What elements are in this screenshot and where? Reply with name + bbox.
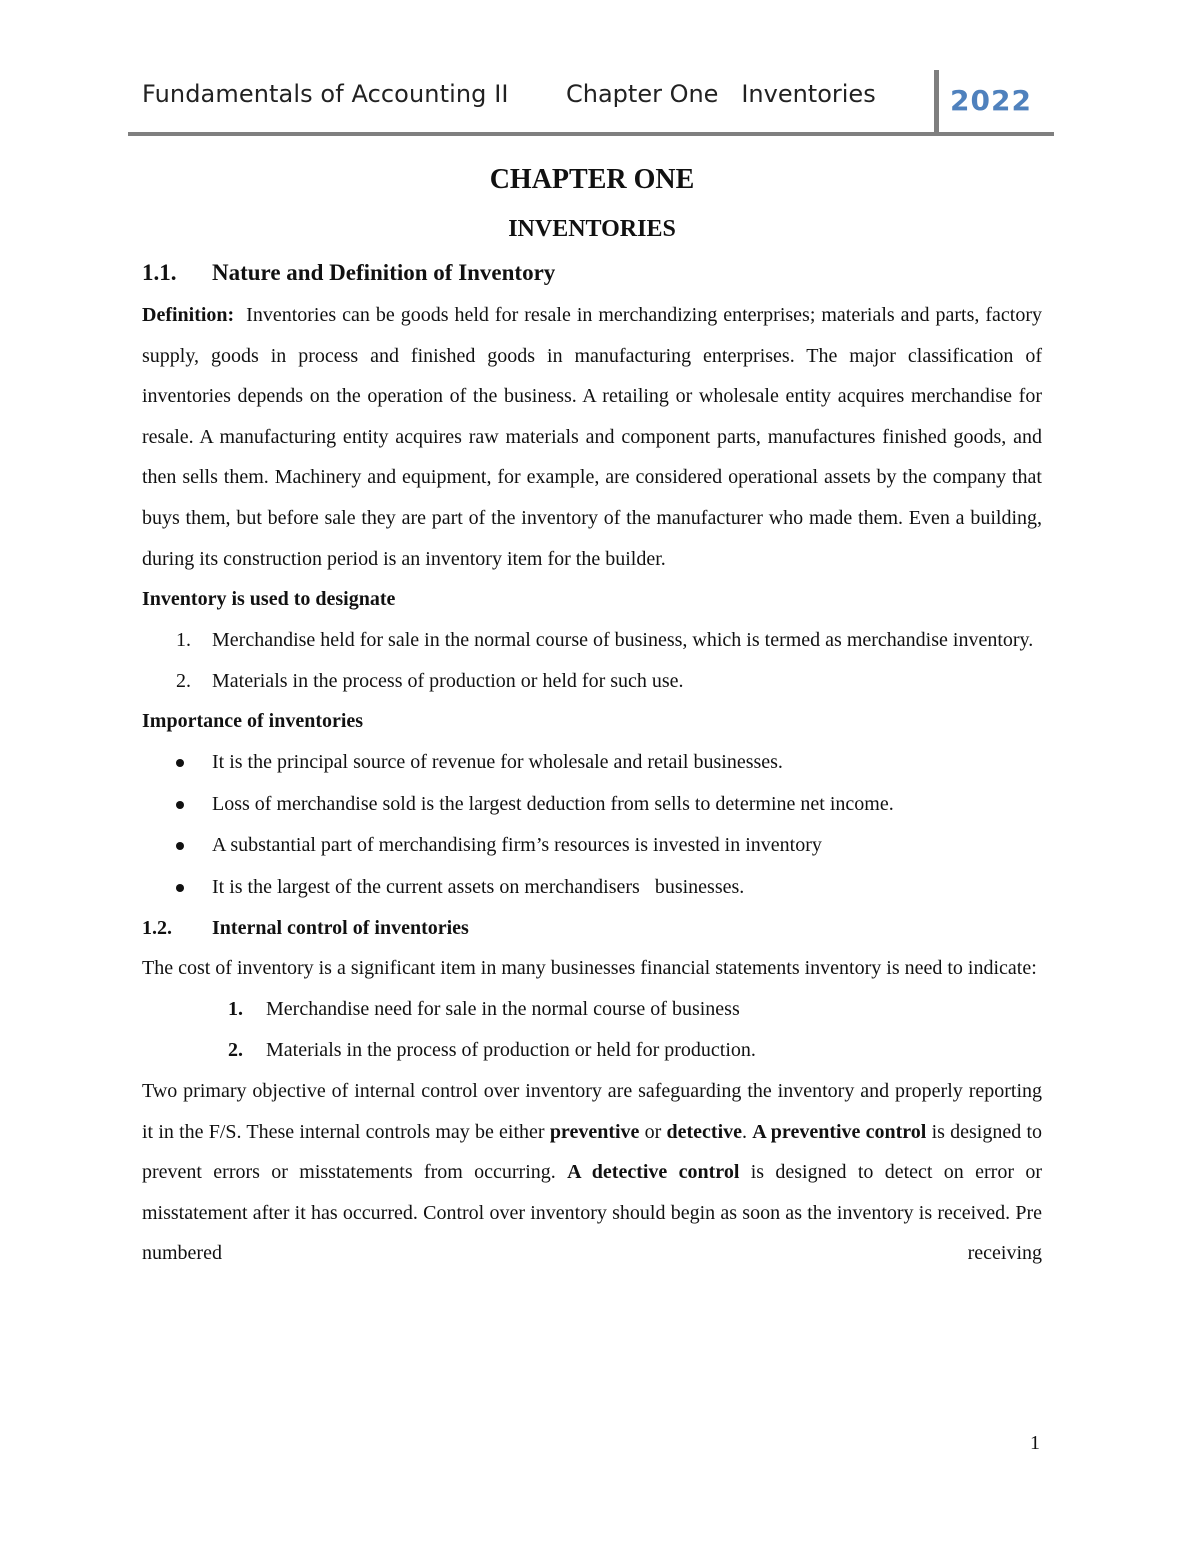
control-bold-term: detective — [666, 1120, 743, 1143]
header-year: 2022 — [950, 84, 1032, 117]
chapter-subtitle: INVENTORIES — [508, 216, 676, 242]
list-marker: 2. — [176, 669, 191, 692]
page-body — [142, 160, 1047, 1274]
list-item — [142, 661, 1042, 702]
section-title: Nature and Definition of Inventory — [212, 260, 556, 285]
section-number: 1.1. — [142, 260, 177, 285]
list-item — [142, 620, 1042, 661]
importance-list — [142, 742, 1042, 908]
bullet-icon — [176, 759, 184, 767]
list-item — [142, 742, 1042, 784]
list-item-text: Materials in the process of production or held for such use. — [212, 669, 684, 692]
bullet-icon — [176, 884, 184, 892]
designate-list — [142, 620, 1042, 701]
list-item-text: It is the largest of the current assets on merchandisers businesses. — [212, 875, 745, 898]
section-heading-1-1 — [142, 257, 1042, 289]
list-item — [142, 1030, 1042, 1071]
list-item — [142, 825, 1042, 867]
definition-label: Definition: — [142, 304, 235, 326]
page-number: 1 — [1030, 1432, 1040, 1454]
definition-paragraph — [142, 295, 1047, 579]
page-header — [128, 70, 1054, 136]
list-item-text: Loss of merchandise sold is the largest deduction from sells to determine net income. — [212, 792, 894, 815]
designate-heading: Inventory is used to designate — [142, 588, 396, 611]
control-bold-term: preventive — [549, 1120, 640, 1143]
definition-text: Inventories can be goods held for resale in merchandizing enterprises; materials and parts, factory supply, goods in process and finished goods in manufacturing enterprises. The major classification of inventories depends on the operation of the business. A retailing or wholesale entity acquires merchandise for resale. A manufacturing entity acquires raw materials and component parts, manufactures finished goods, and then sells them. Machinery and equipment, for example, are considered operational assets by the company that buys them, but before sale they are part of the inventory of the manufacturer who made them. Even a building, during its construction period is an inventory item for the builder. — [142, 304, 1047, 570]
list-item — [142, 867, 1042, 909]
control-paragraph — [142, 1071, 1042, 1274]
list-item-text: Merchandise need for sale in the normal course of business — [266, 997, 740, 1020]
section-number: 1.2. — [142, 917, 172, 940]
list-marker: 1. — [176, 629, 191, 652]
control-text: Two primary objective of internal control over inventory are safeguarding the inventory and properly reporting it in the F/S. These internal controls may be either — [142, 1079, 1042, 1143]
section-title: Internal control of inventories — [212, 917, 469, 940]
list-marker: 2. — [228, 1038, 243, 1061]
header-rule — [128, 132, 1054, 136]
list-item-text: Materials in the process of production or held for production. — [266, 1038, 756, 1061]
control-text: is designed to prevent errors or misstatements from occurring. — [142, 1120, 1043, 1184]
list-marker: 1. — [228, 997, 243, 1020]
header-chapter-title: Chapter One Inventories — [566, 80, 876, 108]
control-text: is designed to detect on error or misstatement after it has occurred. Control over inventory should begin as soon as the inventory is received. Pre numbered receiving — [142, 1161, 1042, 1265]
bullet-icon — [176, 801, 184, 809]
chapter-title: CHAPTER ONE — [489, 164, 695, 195]
control-text: . — [742, 1120, 753, 1143]
header-divider — [934, 70, 939, 132]
control-bold-term: A preventive control — [752, 1120, 927, 1143]
list-item — [142, 989, 1042, 1030]
header-course-title: Fundamentals of Accounting II — [142, 80, 509, 108]
section-heading-1-2 — [142, 908, 1042, 948]
control-list — [142, 989, 1042, 1071]
list-item-text: Merchandise held for sale in the normal course of business, which is termed as merchandise inventory. — [212, 629, 1034, 652]
list-item-text: A substantial part of merchandising firm’s resources is invested in inventory — [212, 834, 822, 857]
control-text: or — [639, 1120, 667, 1143]
control-bold-term: A detective control — [567, 1161, 740, 1184]
control-intro-paragraph: The cost of inventory is a significant item in many businesses financial statements inventory is need to indicate: — [142, 957, 1037, 980]
bullet-icon — [176, 842, 184, 850]
list-item-text: It is the principal source of revenue for wholesale and retail businesses. — [212, 751, 783, 774]
importance-heading: Importance of inventories — [142, 710, 364, 733]
list-item — [142, 784, 1042, 826]
